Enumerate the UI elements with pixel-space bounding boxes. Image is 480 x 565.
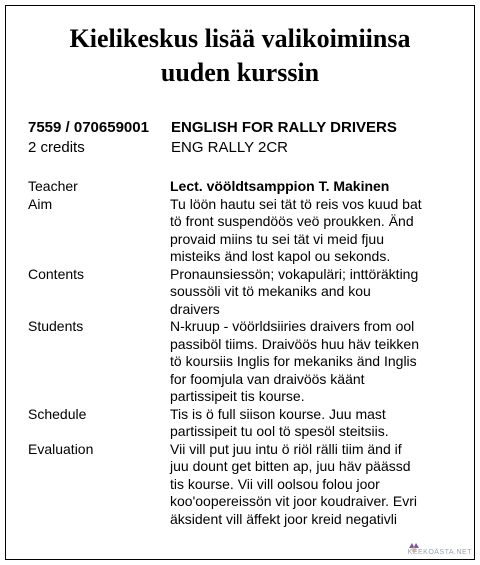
detail-line: draivers — [170, 300, 220, 317]
detail-line: N-kruup - vöörldsiiries draivers from ool — [170, 318, 415, 334]
detail-row-schedule — [28, 406, 458, 441]
detail-line: koo'oopereissön vit joor koudraiver. Evri — [170, 493, 418, 509]
detail-line: passiböl tiims. Draivöös huu häv teikken — [170, 335, 420, 352]
detail-label: Evaluation — [28, 440, 94, 457]
detail-row-students — [28, 318, 458, 406]
detail-line: misteiks änd lost kapol ou sekonds. — [170, 248, 391, 264]
detail-line: provaid miins tu sei tät vi meid fjuu — [170, 230, 384, 247]
course-name: ENGLISH FOR RALLY DRIVERS — [171, 119, 397, 136]
headline-line-1: Kielikeskus lisää valikoimiinsa — [69, 24, 411, 53]
detail-value — [170, 178, 458, 196]
course-credits-row — [28, 138, 397, 158]
detail-value — [170, 441, 458, 529]
detail-label: Teacher — [28, 178, 78, 194]
detail-label: Contents — [28, 265, 85, 282]
detail-value — [170, 406, 458, 441]
detail-line: tö front suspendöös veö proukken. Änd — [170, 213, 414, 229]
course-code-row — [28, 118, 397, 138]
detail-line: soussöli vit tö mekaniks and kou — [170, 283, 371, 299]
detail-line: tö koursiis Inglis for mekaniks änd Inglis — [170, 353, 417, 369]
detail-label: Aim — [28, 195, 53, 212]
detail-label: Schedule — [28, 405, 87, 422]
detail-row-teacher — [28, 178, 458, 196]
headline-line-2: uuden kurssin — [160, 58, 320, 87]
detail-value — [170, 318, 458, 406]
detail-line: for foomjula van draivöös käänt — [170, 370, 365, 387]
detail-row-contents — [28, 266, 458, 319]
detail-line: Pronaunsiessön; vokapuläri; inttöräkting — [170, 265, 419, 282]
detail-label: Students — [28, 318, 84, 334]
detail-line: partissipeit tu ool tö spesöl steitsiis. — [170, 423, 389, 439]
detail-line: Tis is ö full siison kourse. Juu mast — [170, 405, 386, 422]
detail-line: Tu löön hautu sei tät tö reis vos kuud bat — [170, 195, 422, 212]
course-header — [28, 118, 397, 158]
site-watermark: KEEKOÄSTA.NET — [407, 549, 472, 556]
detail-line: Vii vill put juu intu ö riöl rälli tiim änd if — [170, 440, 402, 457]
course-credits: 2 credits — [28, 139, 85, 156]
headline — [0, 22, 480, 90]
detail-row-aim — [28, 196, 458, 266]
detail-row-evaluation — [28, 441, 458, 529]
detail-value — [170, 196, 458, 266]
detail-line: Lect. vööldtsamppion T. Makinen — [170, 178, 390, 194]
detail-line: juu dount get bitten ap, juu häv päässd — [170, 458, 411, 474]
detail-line: tis kourse. Vii vill oolsou folou joor — [170, 475, 380, 492]
course-details — [28, 178, 458, 528]
course-short-code: ENG RALLY 2CR — [171, 139, 288, 156]
detail-value — [170, 266, 458, 319]
detail-line: äksident vill äffekt joor kreid negativli — [170, 510, 397, 527]
detail-line: partissipeit tis kourse. — [170, 388, 305, 404]
course-code: 7559 / 070659001 — [28, 119, 149, 136]
